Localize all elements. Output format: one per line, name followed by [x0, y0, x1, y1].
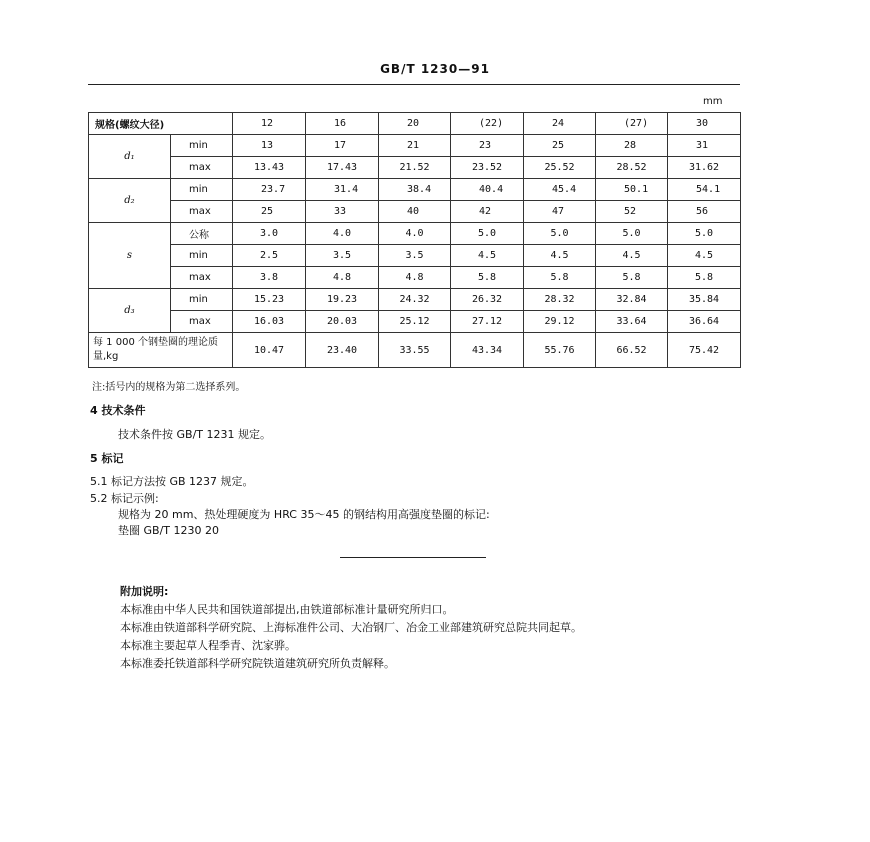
value-cell: 36.64 — [668, 311, 741, 333]
value-cell: 28.52 — [596, 157, 668, 179]
value-cell: 4.8 — [306, 267, 379, 289]
value-cell: 31 — [668, 135, 741, 157]
value-cell: 4.5 — [596, 245, 668, 267]
washer-spec-table — [88, 112, 741, 368]
section4-body: 技术条件按 GB/T 1231 规定。 — [118, 428, 271, 441]
value-cell: 4.8 — [379, 267, 451, 289]
value-cell: 24.32 — [379, 289, 451, 311]
appendix-line: 本标准主要起草人程季青、沈家骅。 — [120, 639, 296, 652]
value-cell: 21 — [379, 135, 451, 157]
value-cell: 19.23 — [306, 289, 379, 311]
table-row — [89, 311, 741, 333]
value-cell: 17 — [306, 135, 379, 157]
value-cell: 20.03 — [306, 311, 379, 333]
value-cell: 23.7 — [233, 179, 306, 201]
unit-label: mm — [703, 96, 723, 107]
table-note: 注:括号内的规格为第二选择系列。 — [92, 382, 246, 393]
value-cell: 10.47 — [233, 333, 306, 368]
value-cell: 5.0 — [668, 223, 741, 245]
value-cell: 23.40 — [306, 333, 379, 368]
value-cell: 47 — [524, 201, 596, 223]
value-cell: 25 — [233, 201, 306, 223]
value-cell: 33.64 — [596, 311, 668, 333]
value-cell: 33.55 — [379, 333, 451, 368]
appendix-line: 本标准由铁道部科学研究院、上海标准件公司、大冶钢厂、冶金工业部建筑研究总院共同起草。 — [120, 621, 582, 634]
value-cell: 5.8 — [524, 267, 596, 289]
value-cell: 75.42 — [668, 333, 741, 368]
table-row — [89, 223, 741, 245]
param-cell-s: s — [89, 223, 171, 289]
spec-label-cell: 规格(螺纹大径) — [89, 113, 233, 135]
value-cell: 25.12 — [379, 311, 451, 333]
value-cell: 2.5 — [233, 245, 306, 267]
value-cell: 3.8 — [233, 267, 306, 289]
table-row — [89, 289, 741, 311]
value-cell: 13.43 — [233, 157, 306, 179]
table-row — [89, 267, 741, 289]
appendix-heading: 附加说明: — [120, 585, 169, 598]
marking-example-description: 规格为 20 mm、热处理硬度为 HRC 35～45 的钢结构用高强度垫圈的标记: — [118, 508, 490, 521]
table-row — [89, 135, 741, 157]
appendix-line: 本标准委托铁道部科学研究院铁道建筑研究所负责解释。 — [120, 657, 395, 670]
sub-cell: 公称 — [171, 223, 233, 245]
size-cell: 12 — [233, 113, 306, 135]
value-cell: 56 — [668, 201, 741, 223]
section4-heading: 4 技术条件 — [90, 404, 146, 417]
size-cell: 16 — [306, 113, 379, 135]
sub-cell: max — [171, 311, 233, 333]
sub-cell: min — [171, 289, 233, 311]
value-cell: 66.52 — [596, 333, 668, 368]
value-cell: 33 — [306, 201, 379, 223]
value-cell: 3.5 — [379, 245, 451, 267]
value-cell: 35.84 — [668, 289, 741, 311]
value-cell: 55.76 — [524, 333, 596, 368]
table-header-row — [89, 113, 741, 135]
value-cell: 4.5 — [451, 245, 524, 267]
section5-item1: 5.1 标记方法按 GB 1237 规定。 — [90, 475, 254, 488]
sub-cell: max — [171, 267, 233, 289]
page-header-title: GB/T 1230—91 — [380, 62, 490, 76]
sub-cell: min — [171, 135, 233, 157]
section5-heading: 5 标记 — [90, 452, 124, 465]
size-cell: (27) — [596, 113, 668, 135]
value-cell: 43.34 — [451, 333, 524, 368]
value-cell: 50.1 — [596, 179, 668, 201]
value-cell: 4.5 — [524, 245, 596, 267]
header-rule — [88, 84, 740, 85]
size-cell: 20 — [379, 113, 451, 135]
value-cell: 54.1 — [668, 179, 741, 201]
value-cell: 40.4 — [451, 179, 524, 201]
value-cell: 5.0 — [596, 223, 668, 245]
value-cell: 5.0 — [451, 223, 524, 245]
value-cell: 25.52 — [524, 157, 596, 179]
param-cell-d1: d₁ — [89, 135, 171, 179]
value-cell: 4.0 — [306, 223, 379, 245]
value-cell: 17.43 — [306, 157, 379, 179]
value-cell: 42 — [451, 201, 524, 223]
sub-cell: max — [171, 157, 233, 179]
section5-item2: 5.2 标记示例: — [90, 492, 159, 505]
mass-label-cell: 每 1 000 个钢垫圈的理论质量,kg — [89, 333, 233, 368]
sub-cell: min — [171, 179, 233, 201]
value-cell: 28 — [596, 135, 668, 157]
value-cell: 5.0 — [524, 223, 596, 245]
table-row-mass — [89, 333, 741, 368]
param-cell-d3: d₃ — [89, 289, 171, 333]
value-cell: 21.52 — [379, 157, 451, 179]
marking-example: 垫圈 GB/T 1230 20 — [118, 524, 219, 537]
value-cell: 32.84 — [596, 289, 668, 311]
value-cell: 28.32 — [524, 289, 596, 311]
value-cell: 27.12 — [451, 311, 524, 333]
value-cell: 25 — [524, 135, 596, 157]
value-cell: 38.4 — [379, 179, 451, 201]
value-cell: 4.0 — [379, 223, 451, 245]
param-cell-d2: d₂ — [89, 179, 171, 223]
table-row — [89, 179, 741, 201]
value-cell: 4.5 — [668, 245, 741, 267]
value-cell: 23 — [451, 135, 524, 157]
value-cell: 5.8 — [451, 267, 524, 289]
value-cell: 26.32 — [451, 289, 524, 311]
value-cell: 13 — [233, 135, 306, 157]
sub-cell: max — [171, 201, 233, 223]
value-cell: 15.23 — [233, 289, 306, 311]
value-cell: 3.0 — [233, 223, 306, 245]
size-cell: (22) — [451, 113, 524, 135]
table-row — [89, 157, 741, 179]
value-cell: 29.12 — [524, 311, 596, 333]
value-cell: 52 — [596, 201, 668, 223]
value-cell: 31.62 — [668, 157, 741, 179]
size-cell: 24 — [524, 113, 596, 135]
value-cell: 5.8 — [596, 267, 668, 289]
value-cell: 5.8 — [668, 267, 741, 289]
table-row — [89, 201, 741, 223]
value-cell: 45.4 — [524, 179, 596, 201]
sub-cell: min — [171, 245, 233, 267]
appendix-line: 本标准由中华人民共和国铁道部提出,由铁道部标准计量研究所归口。 — [120, 603, 454, 616]
value-cell: 3.5 — [306, 245, 379, 267]
value-cell: 40 — [379, 201, 451, 223]
table-row — [89, 245, 741, 267]
value-cell: 23.52 — [451, 157, 524, 179]
value-cell: 31.4 — [306, 179, 379, 201]
divider-rule — [340, 557, 486, 558]
size-cell: 30 — [668, 113, 741, 135]
value-cell: 16.03 — [233, 311, 306, 333]
